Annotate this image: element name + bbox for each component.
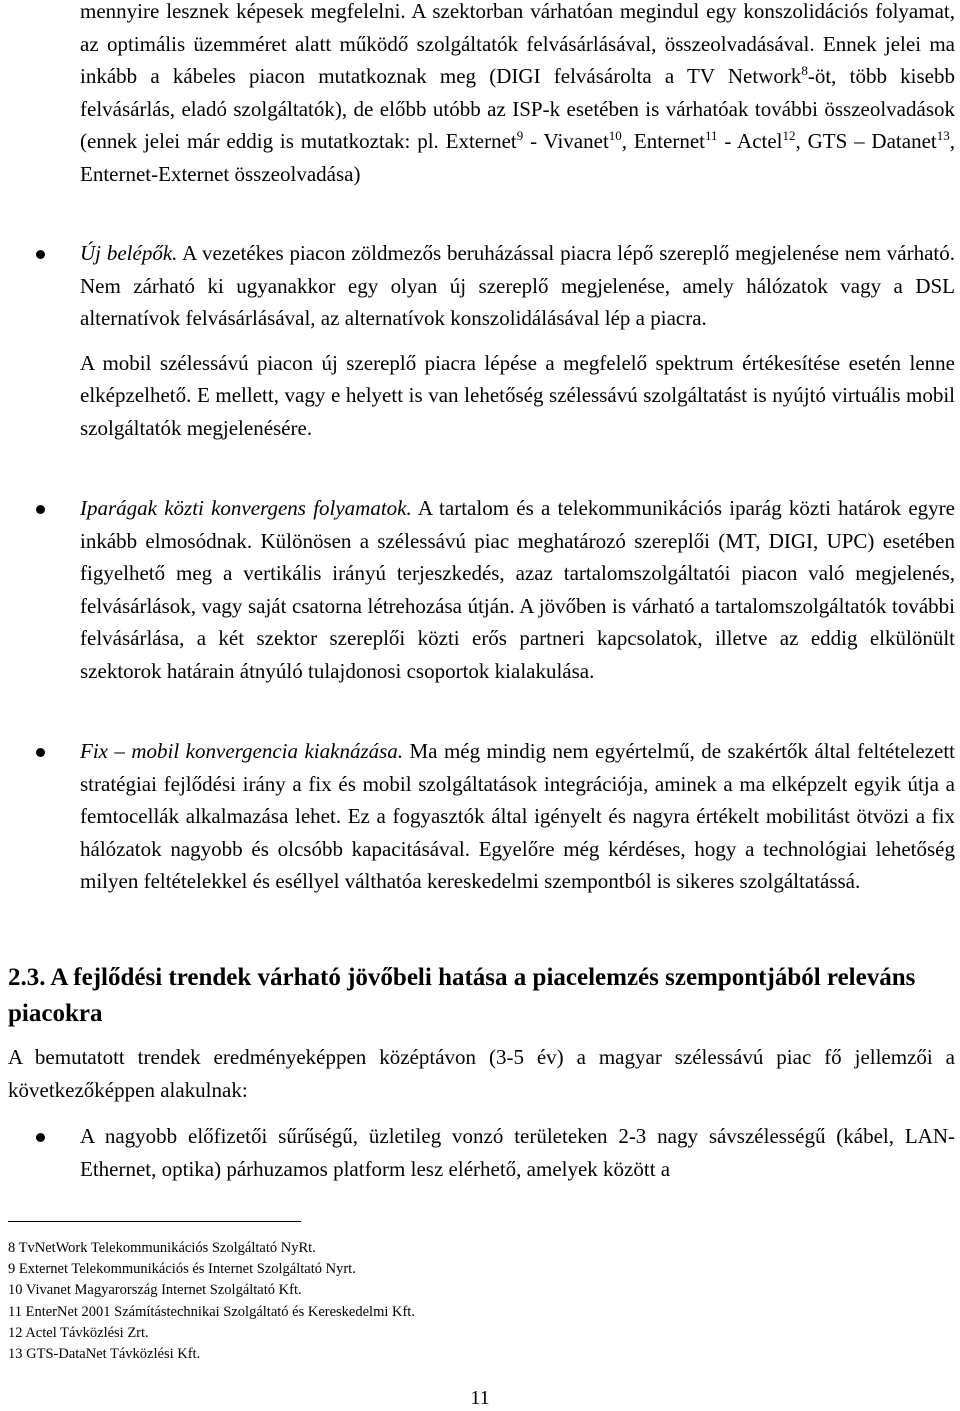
bullet-item-fixed-mobile (80, 735, 955, 898)
bullet-text: A tartalom és a telekommunikációs iparág közti határok egyre inkább elmosódnak. Különösen a szélessávú piac meghatározó szereplői (MT, DIGI, UPC) esetében figyelhető meg a vertikális irányú terjeszkedés, azaz tartalomszolgáltatói piacon való megjelenés, felvásárlások, vagy saját csatorna létrehozása útján. A jövőben is várható a tartalomszolgáltatók további felvásárlása, a két szektor szereplői közti erős partneri kapcsolatok, illetve az eddig elkülönült szektorok határain átnyúló tulajdonosi csoportok kialakulása. (80, 496, 955, 683)
bullet-text: Ma még mindig nem egyértelmű, de szakértők által feltételezett stratégiai fejlődési irány a fix és mobil szolgáltatások integrációja, aminek a ma elképzelt egyik útja a femtocellák alkalmazása lehet. Ez a fogyasztók által igényelt és nagyra értékelt mobilitást ötvözi a fix hálózatok nagyobb és olcsóbb kapacitásával. Egyelőre még kérdéses, hogy a technológiai lehetőség milyen feltételekkel és eséllyel válthatóa kereskedelmi szempontból is sikeres szolgáltatássá. (80, 739, 955, 893)
footnote-ref-9: 9 (516, 128, 524, 143)
page-number: 11 (470, 1387, 490, 1409)
bullet-text: A vezetékes piacon zöldmezős beruházással piacra lépő szereplő megjelenése nem várható. Nem zárható ki ugyanakkor egy olyan új szereplő megjelenése, amely hálózatok vagy a DSL alternatívok felvásárlásával, az alternatívok konszolidálásával lép a piacra. (80, 241, 956, 330)
footnote-11: 11 EnterNet 2001 Számítástechnikai Szolgáltató és Kereskedelmi Kft. (8, 1303, 415, 1320)
footnote-ref-13: 13 (936, 128, 950, 143)
footnotes (8, 1238, 708, 1365)
paragraph-text: , GTS – Datanet (795, 129, 937, 153)
bullet-title: Fix – mobil konvergencia kiaknázása. (80, 739, 404, 763)
bullet-paragraph (80, 237, 955, 335)
bullet-item-convergence (80, 492, 955, 687)
footnote-ref-10: 10 (608, 128, 622, 143)
section-heading: 2.3. A fejlődési trendek várható jövőbeli hatása a piacelemzés szempontjából releváns piacokra (8, 964, 916, 1027)
bullet-item-new-entrants (80, 237, 955, 444)
section-intro: A bemutatott trendek eredményeképpen középtávon (3-5 év) a magyar szélessávú piac fő jellemzői a következőképpen alakulnak: (8, 1045, 955, 1102)
bullet-paragraph (80, 735, 955, 898)
footnote-8: 8 TvNetWork Telekommunikációs Szolgáltató NyRt. (8, 1240, 316, 1256)
footnote-10: 10 Vivanet Magyarország Internet Szolgáltató Kft. (8, 1282, 302, 1299)
footnote-13: 13 GTS-DataNet Távközlési Kft. (8, 1346, 201, 1363)
paragraph-text: - Vivanet (523, 129, 609, 153)
bullet-icon (36, 505, 45, 514)
bullet-icon (36, 1133, 45, 1142)
bullet-item-platforms (80, 1120, 955, 1185)
bullet-icon (36, 250, 45, 259)
bullet-title: Új belépők. (80, 241, 178, 265)
footnote-separator (8, 1221, 301, 1222)
bullet-paragraph (80, 492, 955, 687)
paragraph-text: - Actel (717, 129, 783, 153)
footnote-12: 12 Actel Távközlési Zrt. (8, 1324, 149, 1341)
bullet-title: Iparágak közti konvergens folyamatok. (80, 496, 412, 520)
bullet-paragraph: A nagyobb előfizetői sűrűségű, üzletileg vonzó területeken 2-3 nagy sávszélességű (kábel, LAN-Ethernet, optika) párhuzamos platform lesz elérhető, amelyek között a (80, 1124, 955, 1181)
bullet-extra-paragraph: A mobil szélessávú piacon új szereplő piacra lépése a megfelelő spektrum értékesítése esetén lenne elképzelhető. E mellett, vagy e helyett is van lehetőség szélessávú szolgáltatást is nyújtó virtuális mobil szolgáltatók megjelenésére. (80, 350, 955, 440)
footnote-ref-8: 8 (801, 63, 808, 78)
paragraph-text: mennyire lesznek képesek megfelelni. A szektorban várhatóan megindul egy konszolidációs folyamat, az optimális üzemméret alatt működő szolgáltatók felvásárlásával, összeolvadásával. Ennek jelei ma inkább a kábeles piacon mutatkoznak meg (DIGI felvásárolta a TV Network (80, 0, 955, 88)
paragraph-text: , Enternet (621, 129, 705, 153)
footnote-ref-12: 12 (782, 128, 796, 143)
bullet-icon (36, 748, 45, 757)
continuation-paragraph (80, 0, 955, 190)
footnote-ref-11: 11 (705, 128, 718, 143)
paragraph-text: -öt, több kisebb felvásárlás, eladó szolgáltatók), de előbb utóbb az ISP-k esetében is várhatóak további összeolvadások (ennek jelei már eddig is mutatkoztak: pl. Externet (80, 64, 955, 153)
paragraph-text: , Enternet-Externet összeolvadása) (80, 129, 955, 186)
footnote-9: 9 Externet Telekommunikációs és Internet Szolgáltató Nyrt. (8, 1261, 356, 1278)
